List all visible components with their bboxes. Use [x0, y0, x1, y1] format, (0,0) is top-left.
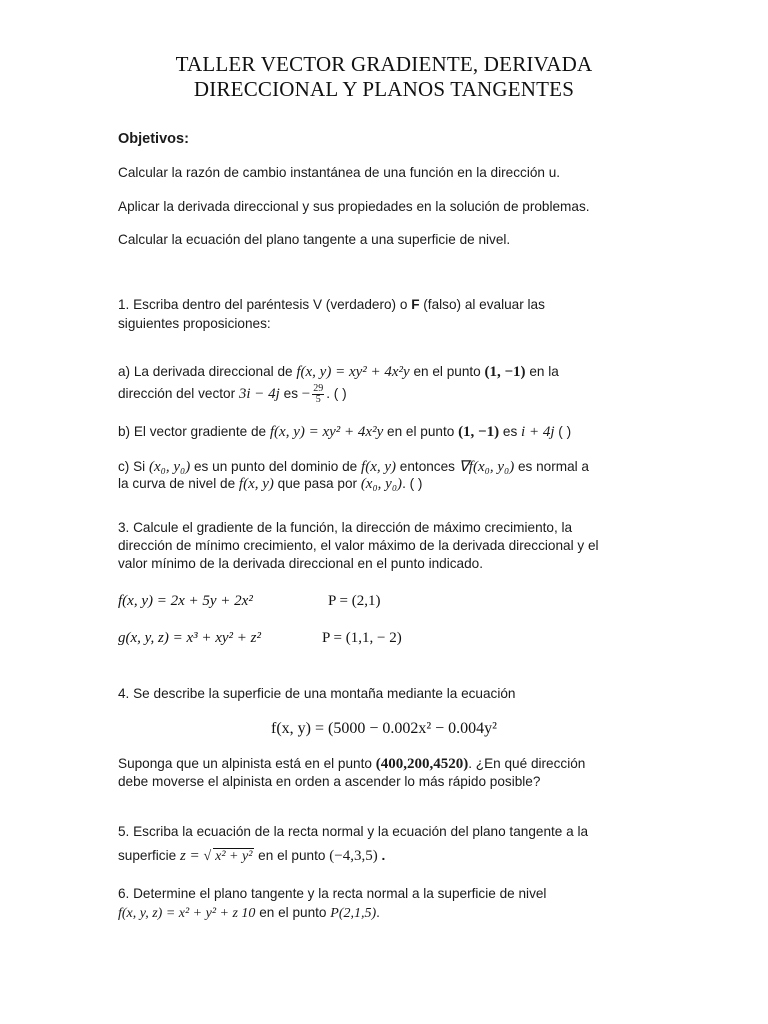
- q1-intro-falso-letter: F: [411, 297, 420, 312]
- q6-line1: 6. Determine el plano tangente y la recta normal a la superficie de nivel: [118, 886, 547, 901]
- q1b-text: b) El vector gradiente de: [118, 424, 270, 439]
- q1a-minus: −: [301, 386, 311, 403]
- q1a-answer-parens: . ( ): [326, 386, 347, 402]
- q1b-text-2: en el punto: [383, 424, 459, 439]
- q1b-result: i + 4j: [521, 424, 555, 440]
- q3-line1: 3. Calcule el gradiente de la función, la dirección de máximo crecimiento, la: [118, 520, 573, 535]
- q1a-fraction: [312, 384, 324, 405]
- q1c-point-2: (x₀, y₀): [360, 476, 403, 492]
- q1c-text-4: es normal a: [514, 459, 589, 474]
- q1a-es: es: [279, 386, 302, 402]
- q1c-line1: [118, 457, 589, 476]
- q5-dot: .: [377, 848, 386, 863]
- q1c-line2-text: la curva de nivel de: [118, 476, 239, 491]
- q4-line3: debe moverse el alpinista en orden a ascender lo más rápido posible?: [118, 774, 541, 789]
- q1a-line2: [118, 384, 347, 405]
- q6-point: P(2,1,5): [330, 906, 377, 921]
- q3-line2: dirección de mínimo crecimiento, el valor máximo de la derivada direccional y el: [118, 538, 599, 553]
- q1-intro-line2: siguientes proposiciones:: [118, 316, 271, 331]
- q1c-function-2: f(x, y): [238, 476, 274, 492]
- objetivo-item-1: Calcular la razón de cambio instantánea de una función en la dirección u.: [118, 165, 561, 180]
- q3-point-f: P = (2,1): [328, 593, 381, 609]
- q4-line1: 4. Se describe la superficie de una montaña mediante la ecuación: [118, 686, 516, 701]
- q6-line2: [118, 905, 380, 922]
- q6-dot: .: [376, 905, 380, 920]
- q1a-vector: 3i − 4j: [238, 386, 280, 403]
- q1c-answer-parens: . ( ): [402, 476, 423, 491]
- q1c-function: f(x, y): [361, 459, 397, 475]
- q1a-point: (1, −1): [484, 364, 526, 380]
- q4-line2-text: Suponga que un alpinista está en el punto: [118, 756, 376, 771]
- q1c-gradient: ∇f(x₀, y₀): [458, 459, 515, 475]
- q1c-point: (x₀, y₀): [148, 459, 191, 475]
- q1-intro-text-b: (falso) al evaluar las: [419, 297, 545, 312]
- q6-line2-text: en el punto: [255, 905, 331, 920]
- q4-line2-text-2: . ¿En qué dirección: [468, 756, 586, 771]
- q1a-fraction-numerator: 29: [313, 383, 324, 394]
- q1a-fraction-denominator: 5: [315, 394, 321, 405]
- objetivos-heading: Objetivos:: [118, 131, 189, 147]
- q1b-function: f(x, y) = xy² + 4x²y: [269, 424, 384, 440]
- q5-line2: [118, 848, 385, 865]
- q1-intro-text-a: 1. Escriba dentro del paréntesis V (verdadero) o: [118, 297, 412, 312]
- q1-intro-line1: [118, 297, 545, 312]
- q4-point: (400,200,4520): [375, 756, 469, 772]
- page-title-line1: TALLER VECTOR GRADIENTE, DERIVADA: [175, 52, 593, 76]
- q1b-line: [118, 424, 571, 441]
- q4-equation: f(x, y) = (5000 − 0.002x² − 0.004y²: [271, 720, 497, 737]
- q3-line3: valor mínimo de la derivada direccional en el punto indicado.: [118, 556, 483, 571]
- q4-line2: [118, 756, 585, 773]
- q3-function-f: f(x, y) = 2x + 5y + 2x²: [118, 593, 253, 609]
- q5-line1: 5. Escriba la ecuación de la recta normal y la ecuación del plano tangente a la: [118, 824, 589, 839]
- q5-line2-text: en el punto: [254, 848, 330, 863]
- objetivo-item-2: Aplicar la derivada direccional y sus propiedades en la solución de problemas.: [118, 199, 590, 214]
- page-title-line2: DIRECCIONAL Y PLANOS TANGENTES: [193, 77, 575, 101]
- q1c-text: c) Si: [118, 459, 149, 474]
- q5-sqrt: [203, 848, 254, 865]
- q1a-text: a) La derivada direccional de: [118, 364, 297, 379]
- q5-radicand: x² + y²: [215, 849, 253, 864]
- q5-point: (−4,3,5): [329, 848, 378, 864]
- q5-z-equals: z =: [179, 848, 204, 864]
- objetivo-item-3: Calcular la ecuación del plano tangente a una superficie de nivel.: [118, 232, 511, 247]
- q6-function: f(x, y, z) = x² + y² + z 10: [118, 906, 256, 921]
- q1a-text-2: en el punto: [409, 364, 485, 379]
- q3-point-g: P = (1,1, − 2): [322, 630, 402, 646]
- q1b-text-3: es: [499, 424, 522, 439]
- q1a-text-3: en la: [525, 364, 559, 379]
- q1a-direction-text: dirección del vector: [118, 386, 239, 402]
- q1c-text-3: entonces: [396, 459, 459, 474]
- q1a-function: f(x, y) = xy² + 4x²y: [296, 364, 410, 380]
- q1a-line1: [118, 364, 559, 381]
- q1c-line2: [118, 476, 422, 493]
- q3-function-g: g(x, y, z) = x³ + xy² + z²: [118, 630, 261, 646]
- q1b-answer-parens: ( ): [554, 424, 572, 439]
- q1c-line2-text-2: que pasa por: [273, 476, 361, 491]
- sqrt-icon: √: [203, 849, 212, 864]
- q1c-text-2: es un punto del dominio de: [190, 459, 362, 474]
- q5-superficie-text: superficie: [118, 848, 180, 863]
- q1b-point: (1, −1): [458, 424, 500, 440]
